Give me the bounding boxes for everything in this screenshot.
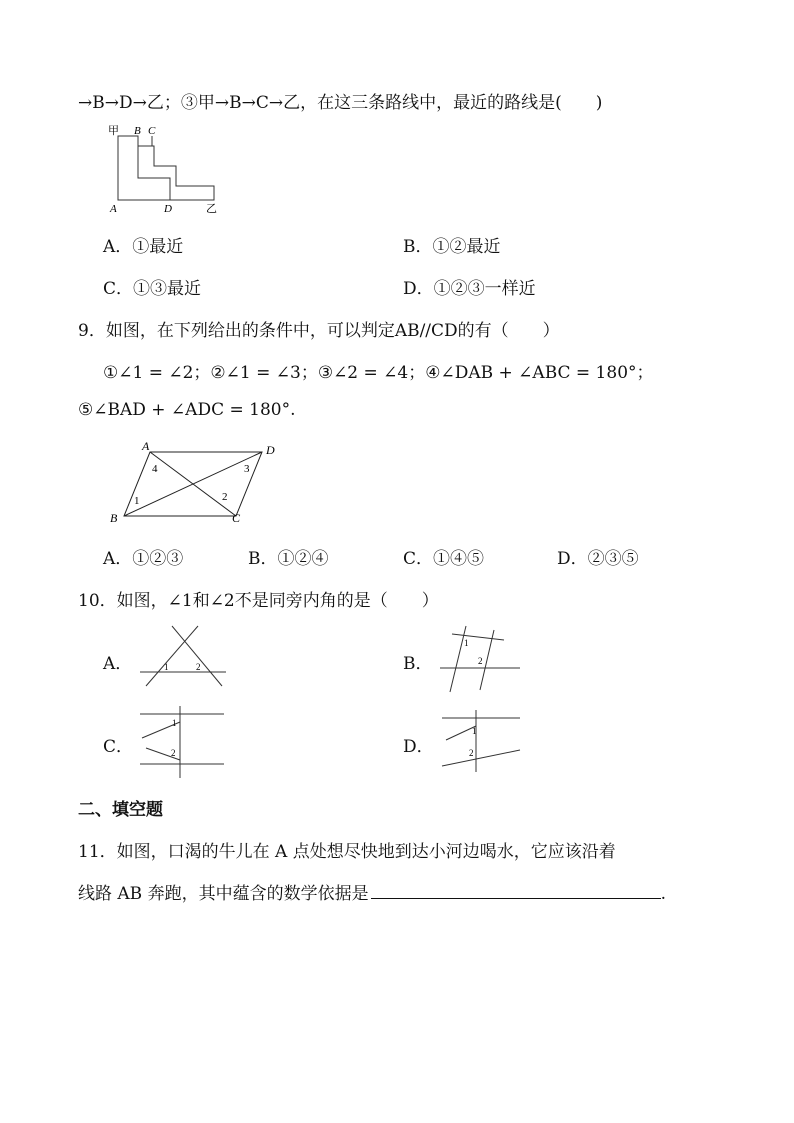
q10-stem: 10．如图，∠1和∠2不是同旁内角的是（ ） <box>78 591 439 611</box>
q8-stem-tail: →B→D→乙；③甲→B→C→乙，在这三条路线中，最近的路线是( ) <box>78 93 603 113</box>
angle-1-label: 1 <box>464 638 469 648</box>
q10-option-b[interactable]: B． <box>403 654 433 674</box>
angle-3-label: 3 <box>244 463 250 475</box>
label-B: B <box>110 511 118 525</box>
label-D: D <box>164 203 172 214</box>
q8-option-a[interactable]: A．①最近 <box>103 237 184 257</box>
angle-2-label: 2 <box>469 748 474 758</box>
q9-option-a[interactable]: A．①②③ <box>103 549 184 569</box>
q8-route-figure <box>104 122 224 214</box>
q10-option-d[interactable]: D． <box>403 737 434 757</box>
angle-2-label: 2 <box>478 656 483 666</box>
q9-option-b[interactable]: B．①②④ <box>248 549 329 569</box>
q10-figure-d <box>438 708 524 774</box>
angle-2-label: 2 <box>171 748 176 758</box>
q11-answer-blank[interactable] <box>371 880 661 899</box>
q11-line2-text: 线路 AB 奔跑，其中蕴含的数学依据是 <box>78 884 369 904</box>
diagonal-bd <box>124 452 262 516</box>
label-D: D <box>266 443 275 457</box>
label-B: B <box>134 125 141 137</box>
q9-conditions-line2: ⑤∠BAD + ∠ADC = 180°. <box>78 400 296 420</box>
q8-option-d[interactable]: D．①②③一样近 <box>403 279 536 299</box>
angle-4-label: 4 <box>152 463 158 475</box>
q9-option-c[interactable]: C．①④⑤ <box>403 549 485 569</box>
label-C: C <box>148 125 156 137</box>
q9-option-d[interactable]: D．②③⑤ <box>557 549 639 569</box>
q10-figure-c <box>136 704 228 780</box>
q8-option-c[interactable]: C．①③最近 <box>103 279 202 299</box>
angle-1-label: 1 <box>164 662 169 672</box>
q10-figure-a <box>136 624 232 690</box>
label-C: C <box>232 511 241 525</box>
label-A: A <box>110 203 117 214</box>
section-title: 二、填空题 <box>78 800 163 820</box>
route-outline <box>118 136 214 200</box>
q9-stem: 9．如图，在下列给出的条件中，可以判定AB//CD的有（ ） <box>78 321 560 341</box>
q9-parallelogram-figure <box>100 438 290 530</box>
q10-option-a[interactable]: A． <box>103 654 133 674</box>
q10-figure-b <box>438 624 524 694</box>
label-jia: 甲 <box>108 125 119 137</box>
q11-line1: 11．如图，口渴的牛儿在 A 点处想尽快地到达小河边喝水，它应该沿着 <box>78 842 616 862</box>
q11-period: . <box>660 884 666 904</box>
q9-conditions-line1: ①∠1 = ∠2；②∠1 = ∠3；③∠2 = ∠4；④∠DAB + ∠ABC = 180°； <box>103 363 654 383</box>
label-A: A <box>142 439 150 453</box>
label-yi: 乙 <box>206 203 217 214</box>
q11-line2 <box>78 879 666 904</box>
angle-2-label: 2 <box>196 662 201 672</box>
angle-1-label: 1 <box>172 718 177 728</box>
q8-option-b[interactable]: B．①②最近 <box>403 237 501 257</box>
angle-1-label: 1 <box>472 726 477 736</box>
q10-option-c[interactable]: C． <box>103 737 134 757</box>
angle-2-label: 2 <box>222 491 228 503</box>
angle-1-label: 1 <box>134 495 140 507</box>
